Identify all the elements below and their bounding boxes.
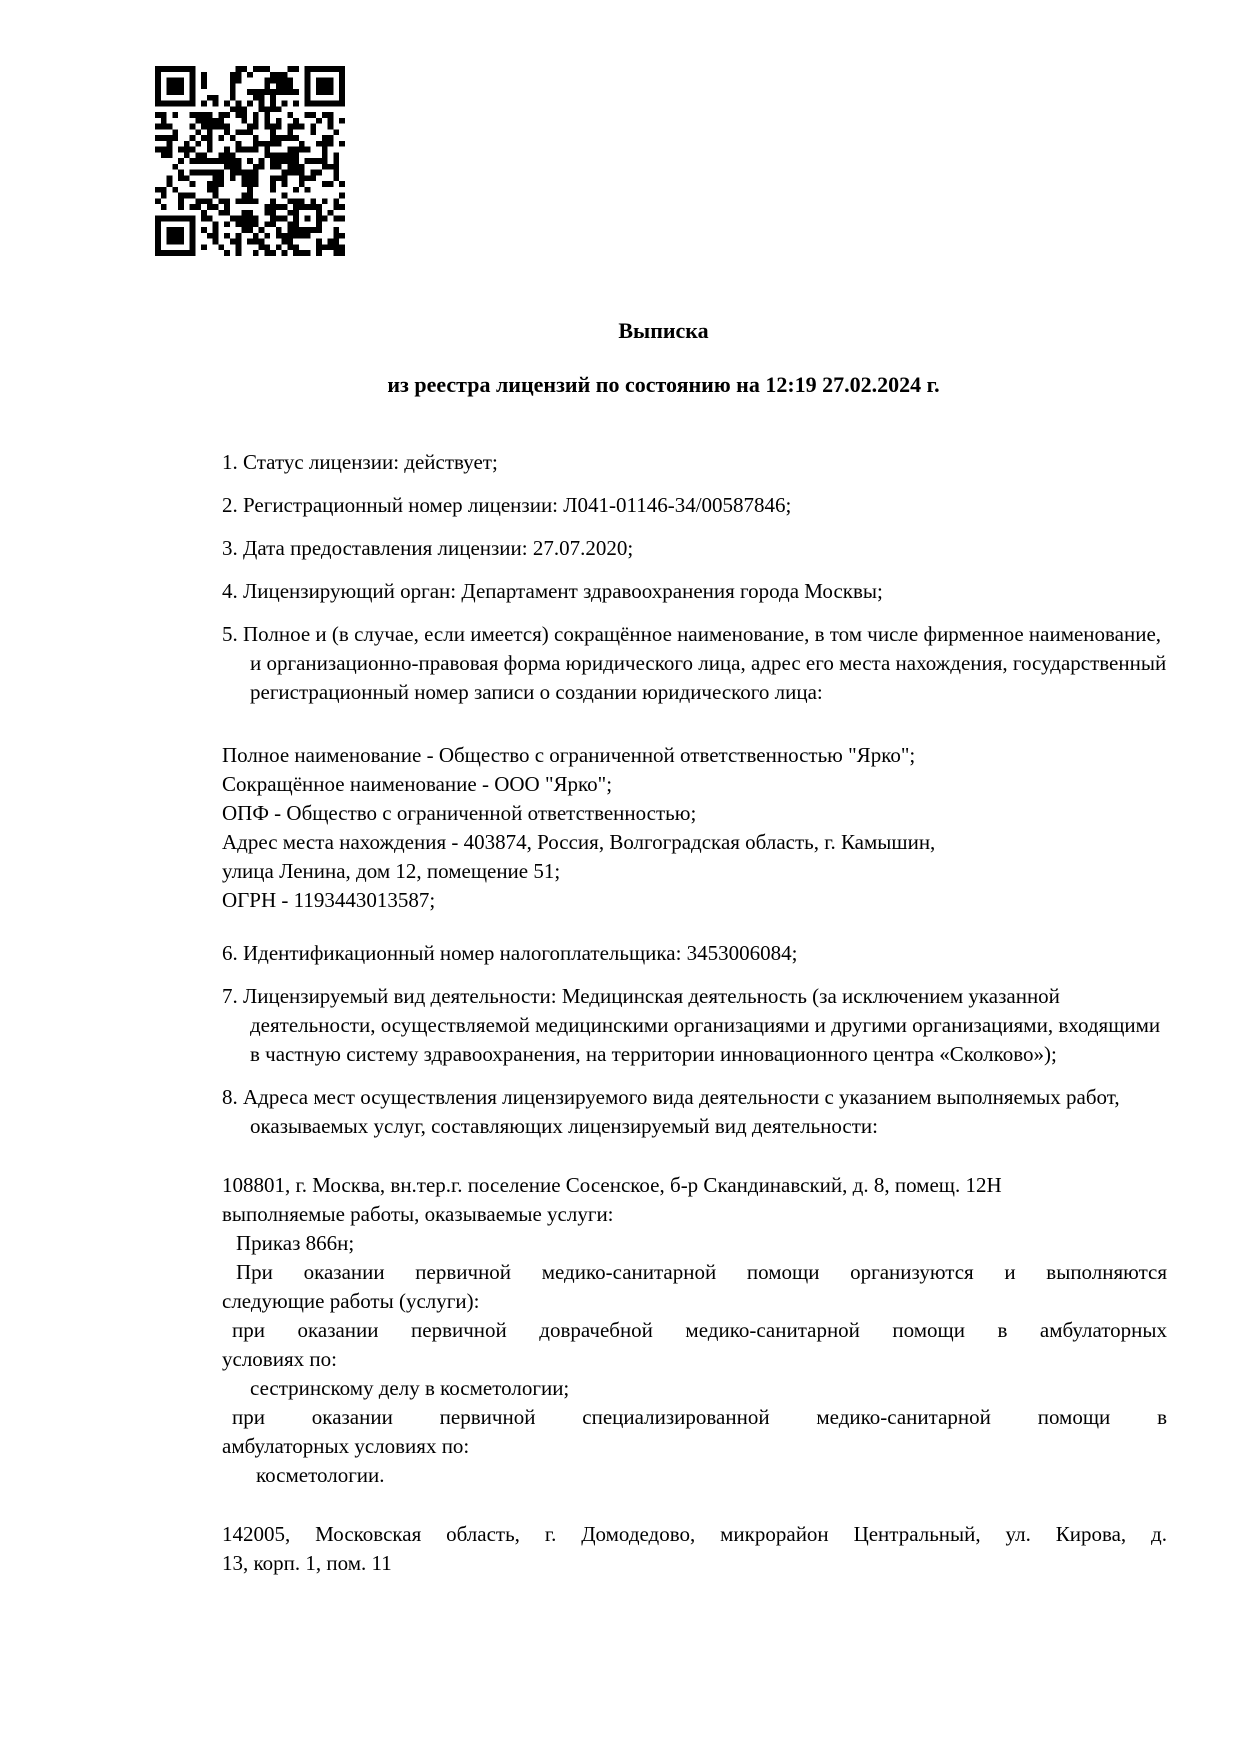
document-title: Выписка <box>618 318 709 343</box>
cosmetology-line: косметологии. <box>256 1463 385 1487</box>
organization-details <box>222 741 1167 915</box>
license-items <box>222 448 1167 1578</box>
address-line: 108801, г. Москва, вн.тер.г. поселение Сосенское, б-р Скандинавский, д. 8, помещ. 12Н <box>222 1173 1002 1197</box>
org-ogrn: ОГРН - 1193443013587; <box>222 888 436 912</box>
org-address-line-1: Адрес места нахождения - 403874, Россия, Волгоградская область, г. Камышин, <box>222 830 936 854</box>
org-opf: ОПФ - Общество с ограниченной ответственностью; <box>222 801 697 825</box>
specialized-care-line-cont: амбулаторных условиях по: <box>222 1434 470 1458</box>
org-names-heading-item: 5. Полное и (в случае, если имеется) сокращённое наименование, в том числе фирменное наименование, и организационно-правовая форма юридического лица, адрес его места нахождения, государственный регистрационный номер записи о создании юридического лица: <box>222 622 1167 704</box>
org-short-name: Сокращённое наименование - ООО "Ярко"; <box>222 772 613 796</box>
license-status-item: 1. Статус лицензии: действует; <box>222 450 498 474</box>
nursing-cosmetology-line: сестринскому делу в косметологии; <box>250 1376 570 1400</box>
primary-care-line: При оказании первичной медико-санитарной помощи организуются и выполняются <box>236 1260 1167 1284</box>
specialized-care-line: при оказании первичной специализированной медико-санитарной помощи в <box>232 1405 1167 1429</box>
order-line: Приказ 866н; <box>236 1231 355 1255</box>
pre-doctor-care-line: при оказании первичной доврачебной медико-санитарной помощи в амбулаторных <box>232 1318 1167 1342</box>
org-address-line-2: улица Ленина, дом 12, помещение 51; <box>222 859 561 883</box>
inn-item: 6. Идентификационный номер налогоплательщика: 3453006084; <box>222 941 798 965</box>
works-header: выполняемые работы, оказываемые услуги: <box>222 1202 614 1226</box>
activity-addresses-heading-item: 8. Адреса мест осуществления лицензируемого вида деятельности с указанием выполняемых работ, оказываемых услуг, составляющих лицензируемый вид деятельности: <box>222 1085 1120 1138</box>
licensing-authority-item: 4. Лицензирующий орган: Департамент здравоохранения города Москвы; <box>222 579 883 603</box>
activity-type-item: 7. Лицензируемый вид деятельности: Медицинская деятельность (за исключением указанной деятельности, осуществляемой медицинскими организациями и другими организациями, входящими в частную систему здравоохранения, на территории инновационного центра «Сколково»); <box>222 984 1161 1066</box>
license-date-item: 3. Дата предоставления лицензии: 27.07.2020; <box>222 536 634 560</box>
address-line-cont: 13, корп. 1, пом. 11 <box>222 1551 392 1575</box>
document-subtitle: из реестра лицензий по состоянию на 12:19 27.02.2024 г. <box>387 372 940 397</box>
org-full-name: Полное наименование - Общество с ограниченной ответственностью "Ярко"; <box>222 743 916 767</box>
activity-address-2 <box>222 1520 1167 1578</box>
activity-address-1 <box>222 1171 1167 1490</box>
address-line: 142005, Московская область, г. Домодедово, микрорайон Центральный, ул. Кирова, д. <box>222 1522 1167 1546</box>
primary-care-line-cont: следующие работы (услуги): <box>222 1289 480 1313</box>
license-number-item: 2. Регистрационный номер лицензии: Л041-01146-34/00587846; <box>222 493 792 517</box>
pre-doctor-care-line-cont: условиях по: <box>222 1347 337 1371</box>
